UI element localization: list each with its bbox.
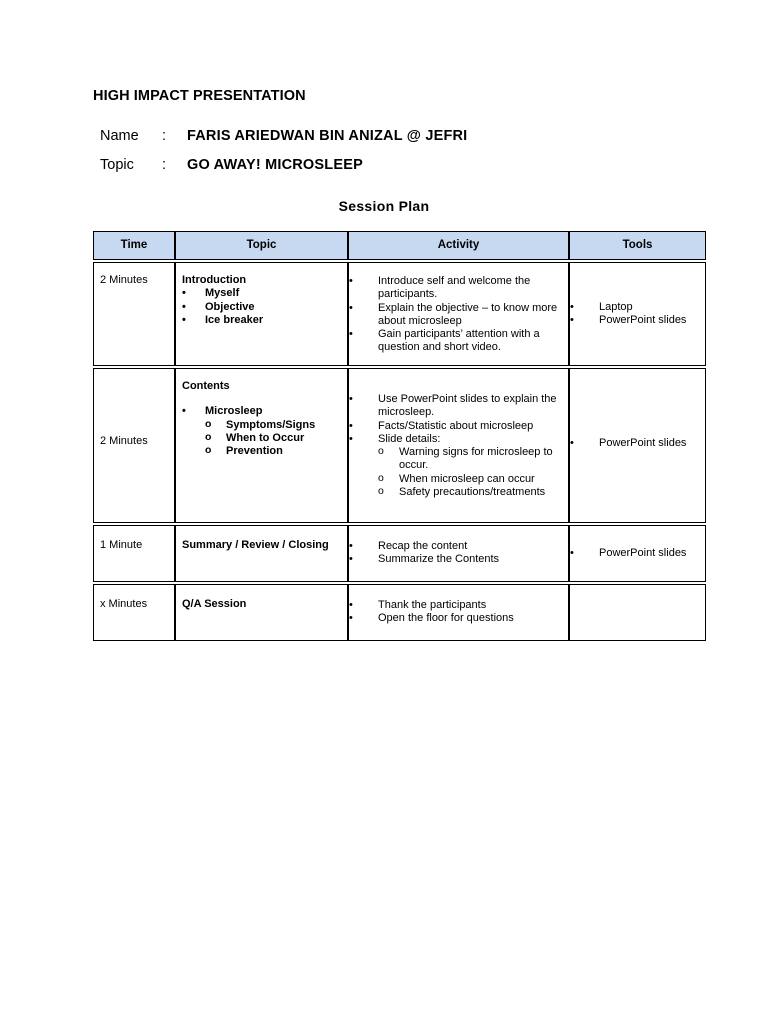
topic-title: Summary / Review / Closing	[182, 539, 329, 551]
topic-cell	[175, 525, 348, 582]
list-item: • Open the floor for questions	[349, 612, 562, 625]
session-plan-table	[93, 231, 706, 641]
topic-list	[182, 405, 341, 418]
activity-cell	[348, 584, 569, 641]
topic-sublist	[205, 419, 341, 459]
list-item: • Laptop	[570, 301, 705, 314]
activity-sublist	[378, 446, 562, 499]
activity-cell	[348, 368, 569, 523]
list-item: • PowerPoint slides	[570, 437, 705, 450]
topic-value: GO AWAY! MICROSLEEP	[187, 157, 363, 173]
activity-cell	[348, 262, 569, 366]
table-row	[93, 262, 706, 366]
list-item: • Introduce self and welcome the participants.	[349, 275, 562, 302]
list-item: o Prevention	[205, 445, 341, 458]
list-item: • Recap the content	[349, 540, 562, 553]
tools-cell	[569, 525, 706, 582]
list-item: • PowerPoint slides	[570, 547, 705, 560]
time-value: 2 Minutes	[100, 274, 148, 286]
list-item: • Myself	[182, 287, 341, 300]
list-item: • Slide details:	[349, 433, 562, 446]
table-row	[93, 368, 706, 523]
tools-cell	[569, 262, 706, 366]
tools-list	[570, 547, 705, 560]
topic-title: Contents	[182, 380, 230, 392]
list-item: o When microsleep can occur	[378, 473, 562, 486]
list-item: o Warning signs for microsleep to occur.	[378, 446, 562, 473]
list-item: • Use PowerPoint slides to explain the microsleep.	[349, 393, 562, 420]
list-item: • Facts/Statistic about microsleep	[349, 420, 562, 433]
time-cell	[93, 368, 175, 523]
activity-list	[349, 540, 562, 567]
list-item: • Summarize the Contents	[349, 553, 562, 566]
tools-list	[570, 437, 705, 450]
activity-cell	[348, 525, 569, 582]
time-value: 2 Minutes	[100, 434, 148, 447]
list-item: • Gain participants’ attention with a question and short video.	[349, 328, 562, 355]
tools-cell	[569, 368, 706, 523]
topic-title: Introduction	[182, 274, 247, 286]
time-cell	[93, 262, 175, 366]
activity-list	[349, 393, 562, 446]
topic-cell	[175, 368, 348, 523]
activity-list	[349, 275, 562, 355]
header-time: Time	[93, 231, 175, 260]
activity-list	[349, 599, 562, 626]
tools-list	[570, 301, 705, 328]
list-item: • Explain the objective – to know more about microsleep	[349, 302, 562, 329]
topic-list	[182, 287, 341, 327]
time-cell	[93, 525, 175, 582]
list-item: o Symptoms/Signs	[205, 419, 341, 432]
name-field-row	[100, 128, 467, 144]
time-value: 1 Minute	[100, 539, 143, 551]
list-item: • Thank the participants	[349, 599, 562, 612]
list-item: • PowerPoint slides	[570, 314, 705, 327]
list-item: • Microsleep	[182, 405, 341, 418]
time-value: x Minutes	[100, 598, 148, 610]
topic-field-row	[100, 157, 363, 173]
time-cell	[93, 584, 175, 641]
table-row	[93, 525, 706, 582]
topic-cell	[175, 262, 348, 366]
header-activity: Activity	[348, 231, 569, 260]
name-label: Name	[100, 128, 139, 144]
topic-cell	[175, 584, 348, 641]
list-item: • Ice breaker	[182, 314, 341, 327]
list-item: • Objective	[182, 301, 341, 314]
header-tools: Tools	[569, 231, 706, 260]
table-header-row	[93, 231, 706, 260]
topic-colon: :	[162, 157, 167, 173]
topic-label: Topic	[100, 157, 134, 173]
header-topic: Topic	[175, 231, 348, 260]
tools-cell	[569, 584, 706, 641]
list-item: o When to Occur	[205, 432, 341, 445]
session-plan-heading: Session Plan	[338, 198, 430, 214]
list-item: o Safety precautions/treatments	[378, 486, 562, 499]
name-colon: :	[162, 128, 167, 144]
document-title: HIGH IMPACT PRESENTATION	[93, 88, 306, 104]
topic-title: Q/A Session	[182, 598, 247, 610]
table-row	[93, 584, 706, 641]
name-value: FARIS ARIEDWAN BIN ANIZAL @ JEFRI	[187, 128, 468, 144]
